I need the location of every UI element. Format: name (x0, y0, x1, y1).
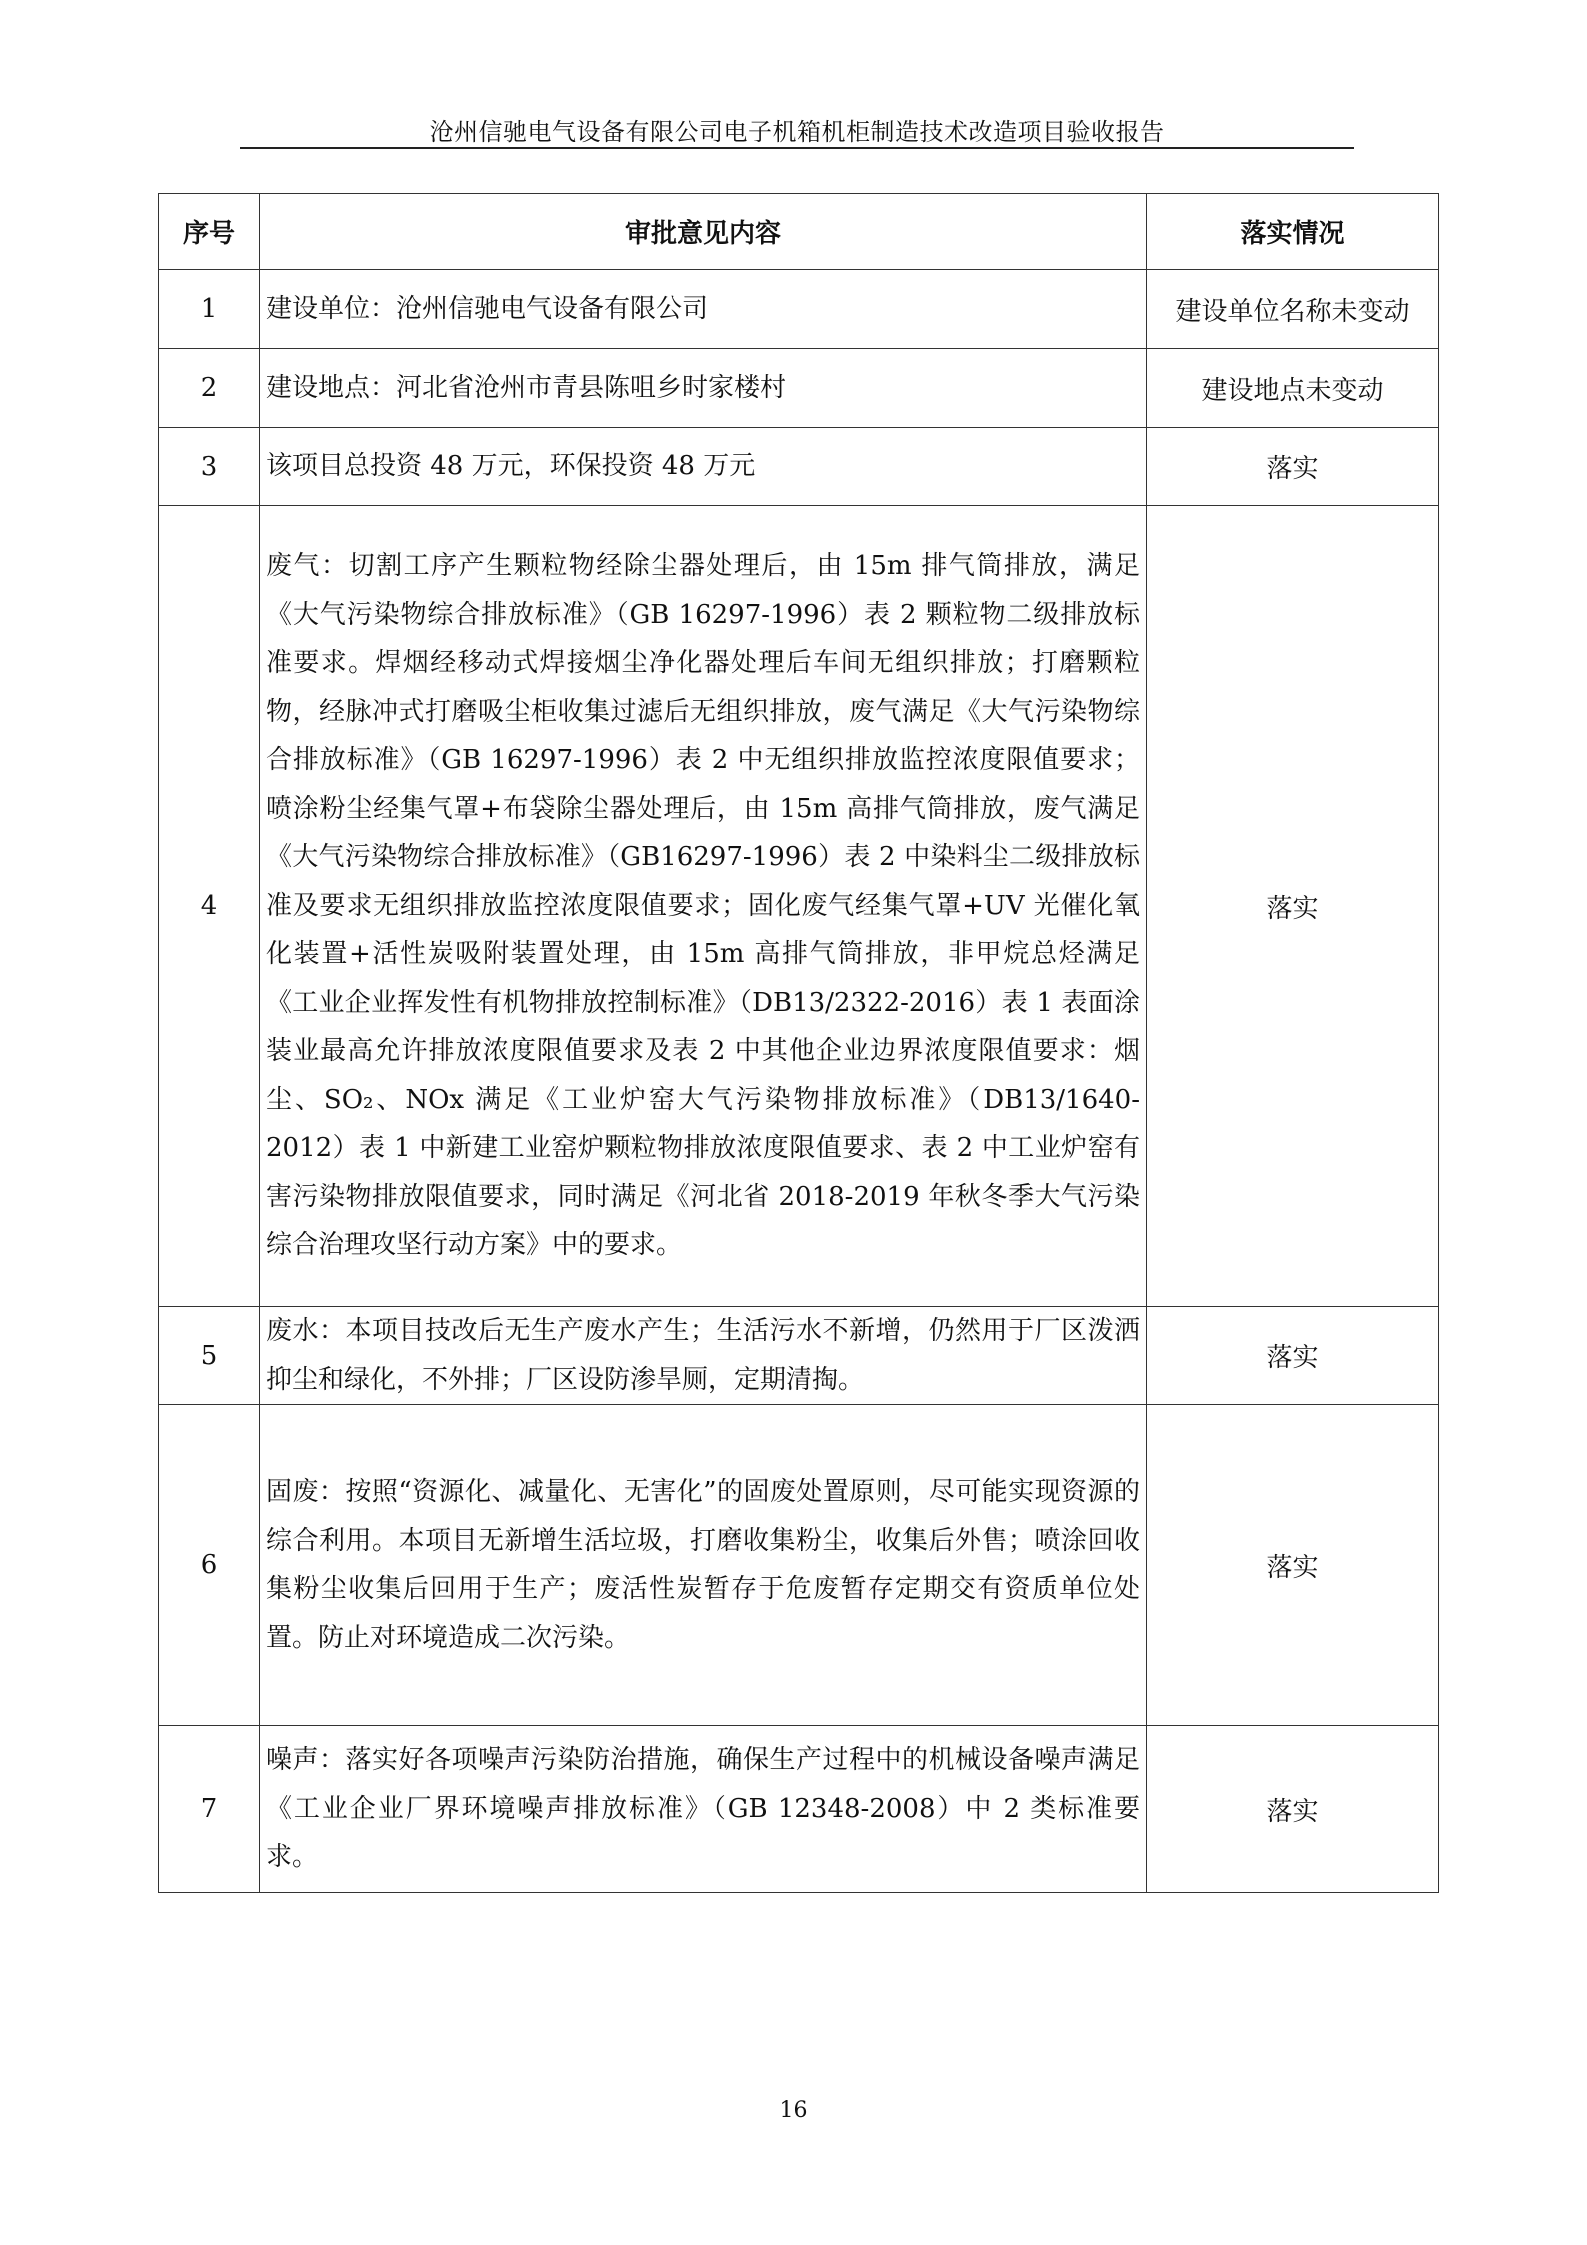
row-status: 建设单位名称未变动 (1147, 270, 1439, 349)
row-content: 固废：按照“资源化、减量化、无害化”的固废处置原则，尽可能实现资源的综合利用。本项目无新增生活垃圾，打磨收集粉尘，收集后外售；喷涂回收集粉尘收集后回用于生产；废活性炭暂存于危废暂存定期交有资质单位处置。防止对环境造成二次污染。 (260, 1405, 1147, 1726)
row-seq: 2 (159, 349, 260, 428)
row-seq: 7 (159, 1726, 260, 1893)
row-status: 落实 (1147, 506, 1439, 1307)
row-seq: 5 (159, 1307, 260, 1405)
row-content: 建设单位：沧州信驰电气设备有限公司 (260, 270, 1147, 349)
table-row (159, 506, 1439, 1307)
header-status: 落实情况 (1147, 194, 1439, 270)
row-seq: 4 (159, 506, 260, 1307)
row-seq: 6 (159, 1405, 260, 1726)
report-header-title: 沧州信驰电气设备有限公司电子机箱机柜制造技术改造项目验收报告 (429, 118, 1165, 146)
approval-opinions-table (158, 193, 1439, 1893)
row-status: 落实 (1147, 1726, 1439, 1893)
table-row (159, 1307, 1439, 1405)
row-content: 建设地点：河北省沧州市青县陈咀乡时家楼村 (260, 349, 1147, 428)
row-status: 建设地点未变动 (1147, 349, 1439, 428)
row-status: 落实 (1147, 1405, 1439, 1726)
table-row (159, 270, 1439, 349)
row-status: 落实 (1147, 1307, 1439, 1405)
row-seq: 3 (159, 428, 260, 506)
row-status: 落实 (1147, 428, 1439, 506)
table-row (159, 1405, 1439, 1726)
row-content: 废气：切割工序产生颗粒物经除尘器处理后，由 15m 排气筒排放，满足《大气污染物综合排放标准》（GB 16297-1996）表 2 颗粒物二级排放标准要求。焊烟经移动式焊接烟尘净化器处理后车间无组织排放；打磨颗粒物，经脉冲式打磨吸尘柜收集过滤后无组织排放，废气满足《大气污染物综合排放标准》（GB 16297-1996）表 2 中无组织排放监控浓度限值要求；喷涂粉尘经集气罩+布袋除尘器处理后，由 15m 高排气筒排放，废气满足《大气污染物综合排放标准》（GB16297-1996）表 2 中染料尘二级排放标准及要求无组织排放监控浓度限值要求；固化废气经集气罩+UV 光催化氧化装置+活性炭吸附装置处理，由 15m 高排气筒排放，非甲烷总烃满足《工业企业挥发性有机物排放控制标准》（DB13/2322-2016）表 1 表面涂装业最高允许排放浓度限值要求及表 2 中其他企业边界浓度限值要求：烟尘、SO₂、NOx 满足《工业炉窑大气污染物排放标准》（DB13/1640-2012）表 1 中新建工业窑炉颗粒物排放浓度限值要求、表 2 中工业炉窑有害污染物排放限值要求，同时满足《河北省 2018-2019 年秋冬季大气污染综合治理攻坚行动方案》中的要求。 (260, 506, 1147, 1307)
table-row (159, 428, 1439, 506)
page-number: 16 (779, 2098, 808, 2123)
header-seq: 序号 (159, 194, 260, 270)
row-seq: 1 (159, 270, 260, 349)
table-row (159, 1726, 1439, 1893)
row-content: 该项目总投资 48 万元，环保投资 48 万元 (260, 428, 1147, 506)
header-content: 审批意见内容 (260, 194, 1147, 270)
table-row (159, 349, 1439, 428)
table-header-row (159, 194, 1439, 270)
row-content: 噪声：落实好各项噪声污染防治措施，确保生产过程中的机械设备噪声满足《工业企业厂界环境噪声排放标准》（GB 12348-2008）中 2 类标准要求。 (260, 1726, 1147, 1893)
header-divider (240, 147, 1354, 149)
row-content: 废水：本项目技改后无生产废水产生；生活污水不新增，仍然用于厂区泼洒抑尘和绿化，不外排；厂区设防渗旱厕，定期清掏。 (260, 1307, 1147, 1405)
